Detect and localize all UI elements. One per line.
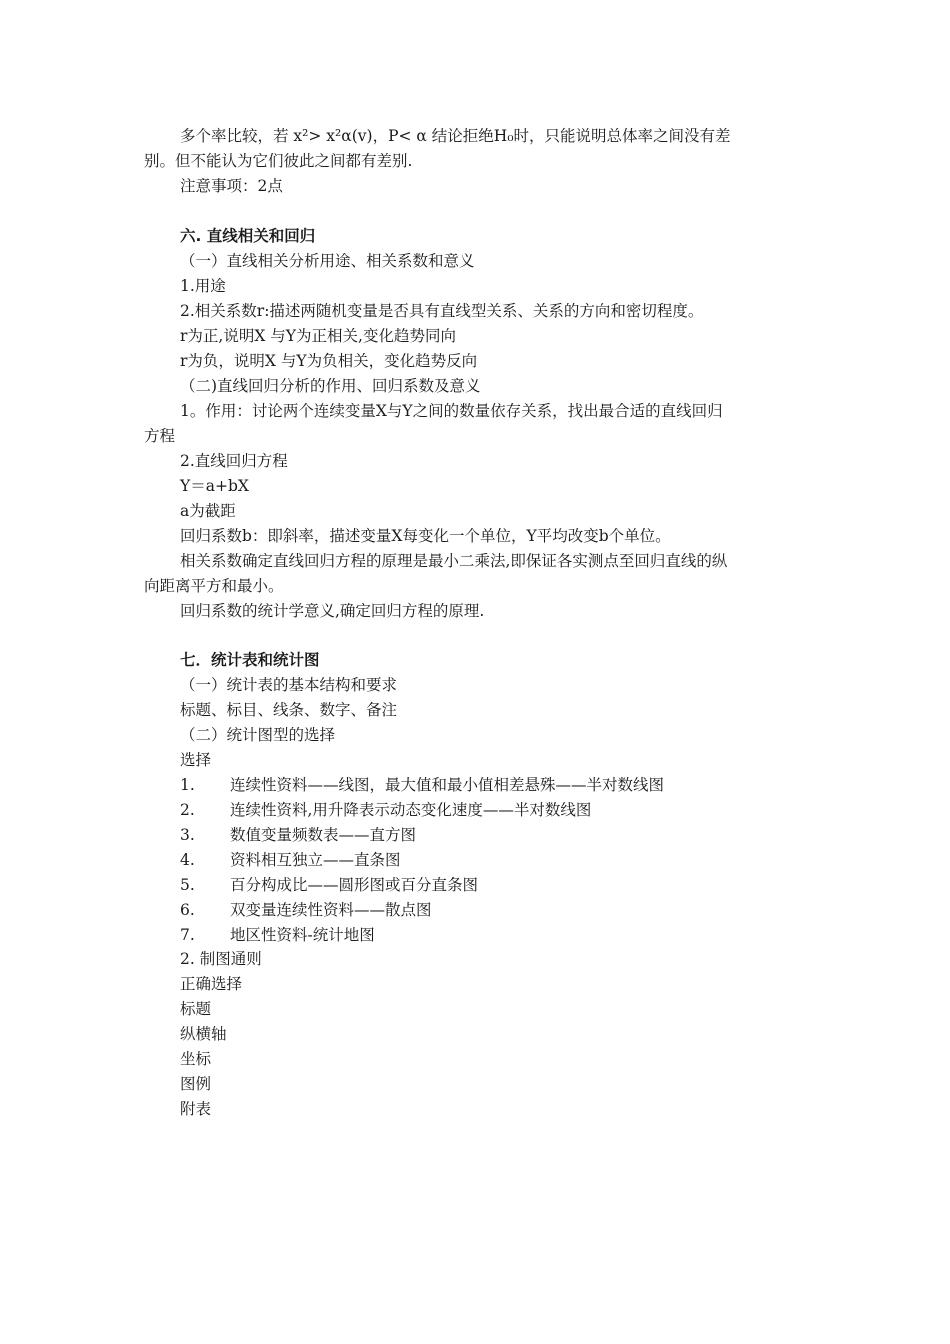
list-item-number: 2. — [180, 801, 195, 819]
list-item-text: 地区性资料-统计地图 — [230, 926, 375, 944]
s7-line: 图例 — [180, 1075, 212, 1093]
s6-line: （二)直线回归分析的作用、回归系数及意义 — [180, 377, 481, 395]
section-7-heading: 七．统计表和统计图 — [180, 651, 320, 669]
list-item-text: 数值变量频数表——直方图 — [230, 826, 417, 844]
s7-line: 附表 — [180, 1100, 212, 1118]
s6-line: 1.用途 — [180, 277, 226, 295]
s6-line: （一）直线相关分析用途、相关系数和意义 — [180, 252, 475, 270]
s7-line: 标题 — [180, 1000, 212, 1018]
intro-line-2: 别。但不能认为它们彼此之间都有差别. — [144, 152, 413, 170]
list-item-number: 6. — [180, 901, 195, 919]
s6-line: 向距离平方和最小。 — [144, 577, 284, 595]
s6-line: 2.直线回归方程 — [180, 452, 288, 470]
list-item-number: 4. — [180, 851, 195, 869]
s6-line: 2.相关系数r:描述两随机变量是否具有直线型关系、关系的方向和密切程度。 — [180, 302, 704, 320]
list-item-text: 百分构成比——圆形图或百分直条图 — [230, 876, 479, 894]
s7-line: 正确选择 — [180, 975, 243, 993]
list-item-number: 7. — [180, 926, 195, 944]
s6-line: Y＝a+bX — [180, 477, 249, 495]
s7-line: （二）统计图型的选择 — [180, 726, 336, 744]
s6-line: 相关系数确定直线回归方程的原理是最小二乘法,即保证各实测点至回归直线的纵 — [180, 552, 728, 570]
list-item-number: 5. — [180, 876, 195, 894]
intro-line-3: 注意事项：2点 — [180, 177, 283, 195]
list-item-text: 双变量连续性资料——散点图 — [230, 901, 432, 919]
list-item-text: 连续性资料——线图，最大值和最小值相差悬殊——半对数线图 — [230, 776, 665, 794]
s6-line: 回归系数的统计学意义,确定回归方程的原理. — [180, 602, 485, 620]
intro-line-1: 多个率比较，若 x²> x²α(v)，P< α 结论拒绝H₀时，只能说明总体率之间没有差 — [180, 127, 731, 145]
s6-line: a为截距 — [180, 502, 236, 520]
list-item-text: 连续性资料,用升降表示动态变化速度——半对数线图 — [230, 801, 592, 819]
s6-line: 1。作用：讨论两个连续变量X与Y之间的数量依存关系，找出最合适的直线回归 — [180, 402, 723, 420]
s7-line: 坐标 — [180, 1050, 212, 1068]
section-6-heading: 六. 直线相关和回归 — [180, 227, 316, 245]
s6-line: r为负，说明X 与Y为负相关，变化趋势反向 — [180, 352, 478, 370]
list-item-number: 3. — [180, 826, 195, 844]
list-item-number: 1. — [180, 776, 195, 794]
s7-line: 纵横轴 — [180, 1025, 227, 1043]
s6-line: 回归系数b：即斜率，描述变量X每变化一个单位，Y平均改变b个单位。 — [180, 527, 671, 545]
s6-line: r为正,说明X 与Y为正相关,变化趋势同向 — [180, 327, 456, 345]
s7-line: （一）统计表的基本结构和要求 — [180, 676, 398, 694]
s7-line: 选择 — [180, 751, 212, 769]
s6-line: 方程 — [144, 427, 176, 445]
s7-line: 标题、标目、线条、数字、备注 — [180, 701, 398, 719]
list-item-text: 资料相互独立——直条图 — [230, 851, 401, 869]
s7-line: 2. 制图通则 — [180, 950, 262, 968]
